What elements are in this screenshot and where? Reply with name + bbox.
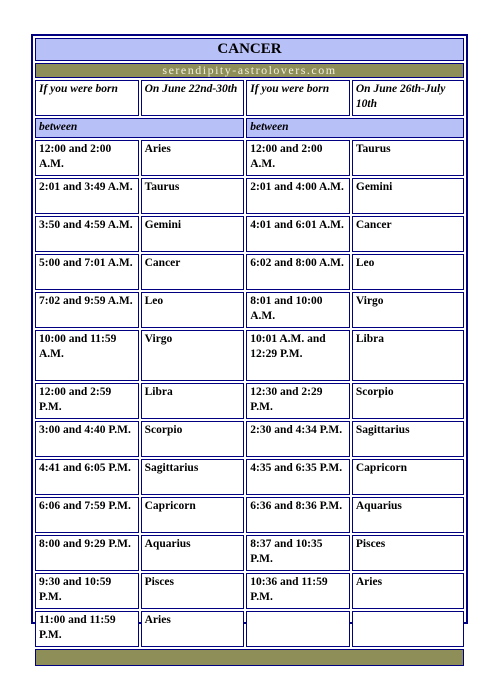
rising-sign-2: Pisces [352,535,464,571]
rising-sign-2: Aries [352,573,464,609]
time-range-2: 8:37 and 10:35 P.M. [246,535,350,571]
time-range-2: 4:35 and 6:35 P.M. [246,459,350,495]
rising-sign-2: Cancer [352,216,464,252]
time-range-1: 12:00 and 2:59 P.M. [35,383,139,419]
rising-sign-2: Taurus [352,140,464,176]
time-range-1: 4:41 and 6:05 P.M. [35,459,139,495]
rising-sign-1: Aquarius [141,535,245,571]
rising-sign-2: Virgo [352,292,464,328]
rising-sign-2: Sagittarius [352,421,464,457]
rising-sign-1: Scorpio [141,421,245,457]
rising-sign-1: Capricorn [141,497,245,533]
table-title: CANCER [35,38,464,61]
table-row [35,178,464,214]
rising-sign-2: Gemini [352,178,464,214]
rising-sign-1: Pisces [141,573,245,609]
table-footer-bar [35,649,464,666]
time-range-2: 8:01 and 10:00 A.M. [246,292,350,328]
table-row [35,330,464,381]
time-range-1: 10:00 and 11:59 A.M. [35,330,139,381]
rising-sign-1: Libra [141,383,245,419]
header-date-range-1: On June 22nd-30th [141,80,245,116]
between-label-2: between [246,118,464,138]
time-range-2: 6:36 and 8:36 P.M. [246,497,350,533]
table-row [35,383,464,419]
header-if-born-1: If you were born [35,80,139,116]
table-row [35,254,464,290]
rising-sign-1: Taurus [141,178,245,214]
table-row [35,216,464,252]
rising-sign-2: Capricorn [352,459,464,495]
table-row [35,611,464,647]
time-range-1: 2:01 and 3:49 A.M. [35,178,139,214]
time-range-1: 12:00 and 2:00 A.M. [35,140,139,176]
time-range-1: 6:06 and 7:59 P.M. [35,497,139,533]
time-range-2: 6:02 and 8:00 A.M. [246,254,350,290]
table-row [35,140,464,176]
rising-sign-2: Scorpio [352,383,464,419]
time-range-2: 2:01 and 4:00 A.M. [246,178,350,214]
site-watermark: serendipity-astrolovers.com [35,63,464,78]
time-range-2: 10:01 A.M. and 12:29 P.M. [246,330,350,381]
rising-sign-1: Aries [141,140,245,176]
time-range-1: 9:30 and 10:59 P.M. [35,573,139,609]
time-range-2: 10:36 and 11:59 P.M. [246,573,350,609]
rising-sign-2 [352,611,464,647]
rising-sign-1: Sagittarius [141,459,245,495]
rising-sign-1: Aries [141,611,245,647]
table-row [35,459,464,495]
time-range-2 [246,611,350,647]
time-range-1: 5:00 and 7:01 A.M. [35,254,139,290]
time-range-1: 3:50 and 4:59 A.M. [35,216,139,252]
between-label-1: between [35,118,244,138]
time-range-1: 7:02 and 9:59 A.M. [35,292,139,328]
rising-sign-1: Cancer [141,254,245,290]
time-range-1: 11:00 and 11:59 P.M. [35,611,139,647]
rising-sign-2: Libra [352,330,464,381]
table-row [35,292,464,328]
time-range-2: 2:30 and 4:34 P.M. [246,421,350,457]
time-range-2: 4:01 and 6:01 A.M. [246,216,350,252]
table-row [35,535,464,571]
time-range-1: 8:00 and 9:29 P.M. [35,535,139,571]
rising-sign-2: Aquarius [352,497,464,533]
rising-sign-1: Virgo [141,330,245,381]
header-date-range-2: On June 26th-July 10th [352,80,464,116]
table-row [35,573,464,609]
cancer-table-frame [31,34,468,641]
cancer-rising-sign-table [33,36,466,668]
header-if-born-2: If you were born [246,80,350,116]
time-range-1: 3:00 and 4:40 P.M. [35,421,139,457]
time-range-2: 12:30 and 2:29 P.M. [246,383,350,419]
rising-sign-1: Gemini [141,216,245,252]
time-range-2: 12:00 and 2:00 A.M. [246,140,350,176]
rising-sign-2: Leo [352,254,464,290]
table-row [35,421,464,457]
rising-sign-1: Leo [141,292,245,328]
table-row [35,497,464,533]
